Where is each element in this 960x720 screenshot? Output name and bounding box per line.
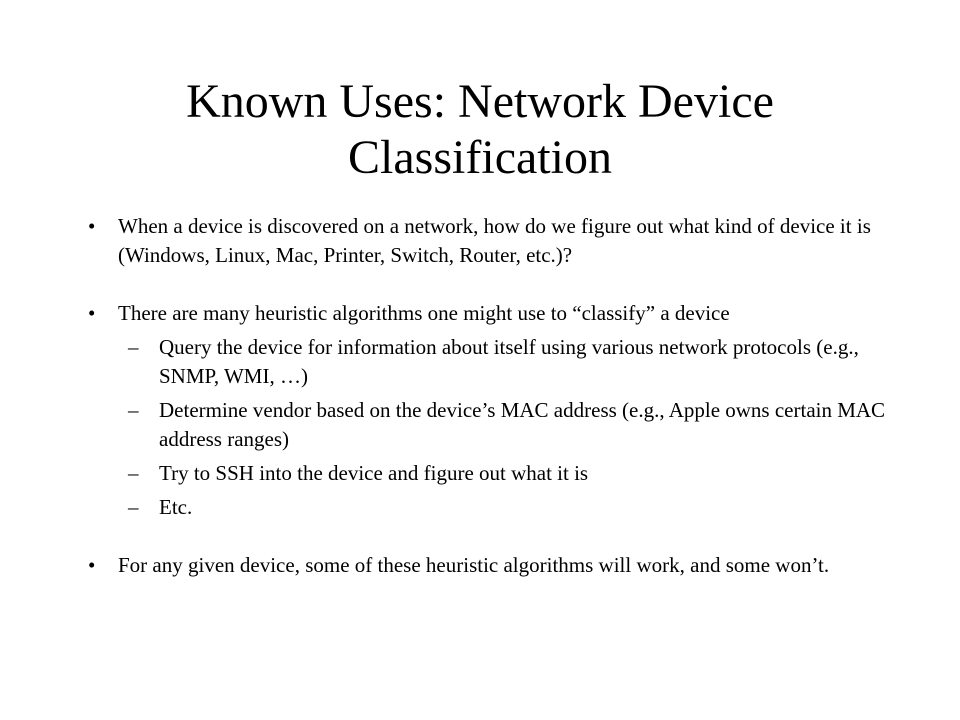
- sub-bullet-item: [88, 333, 888, 391]
- sub-bullet-item: [88, 459, 888, 488]
- bullet-item: [88, 551, 888, 580]
- sub-bullet-text: Query the device for information about itself using various network protocols (e.g., SNMP, WMI, …): [159, 335, 859, 388]
- spacer: [88, 270, 888, 299]
- slide-body: [88, 212, 888, 580]
- bullet-marker: •: [88, 301, 96, 325]
- bullet-item: [88, 299, 888, 328]
- sub-bullet-text: Try to SSH into the device and figure out what it is: [159, 461, 589, 485]
- sub-bullet-text: Etc.: [159, 495, 193, 519]
- dash-marker: –: [128, 398, 139, 422]
- sub-bullet-text: Determine vendor based on the device’s MAC address (e.g., Apple owns certain MAC address ranges): [159, 398, 886, 451]
- title-line-2: Classification: [348, 131, 612, 184]
- dash-marker: –: [128, 495, 139, 519]
- slide-title: [80, 74, 880, 186]
- bullet-text: There are many heuristic algorithms one might use to “classify” a device: [118, 301, 730, 325]
- dash-marker: –: [128, 335, 139, 359]
- bullet-item: [88, 212, 888, 270]
- dash-marker: –: [128, 461, 139, 485]
- title-line-1: Known Uses: Network Device: [186, 75, 774, 128]
- bullet-marker: •: [88, 553, 96, 577]
- bullet-text: For any given device, some of these heuristic algorithms will work, and some won’t.: [118, 553, 830, 577]
- bullet-text: When a device is discovered on a network, how do we figure out what kind of device it is (Windows, Linux, Mac, Printer, Switch, Router, etc.)?: [118, 214, 871, 267]
- sub-bullet-item: [88, 493, 888, 522]
- spacer: [88, 522, 888, 551]
- sub-bullet-item: [88, 396, 888, 454]
- bullet-marker: •: [88, 214, 96, 238]
